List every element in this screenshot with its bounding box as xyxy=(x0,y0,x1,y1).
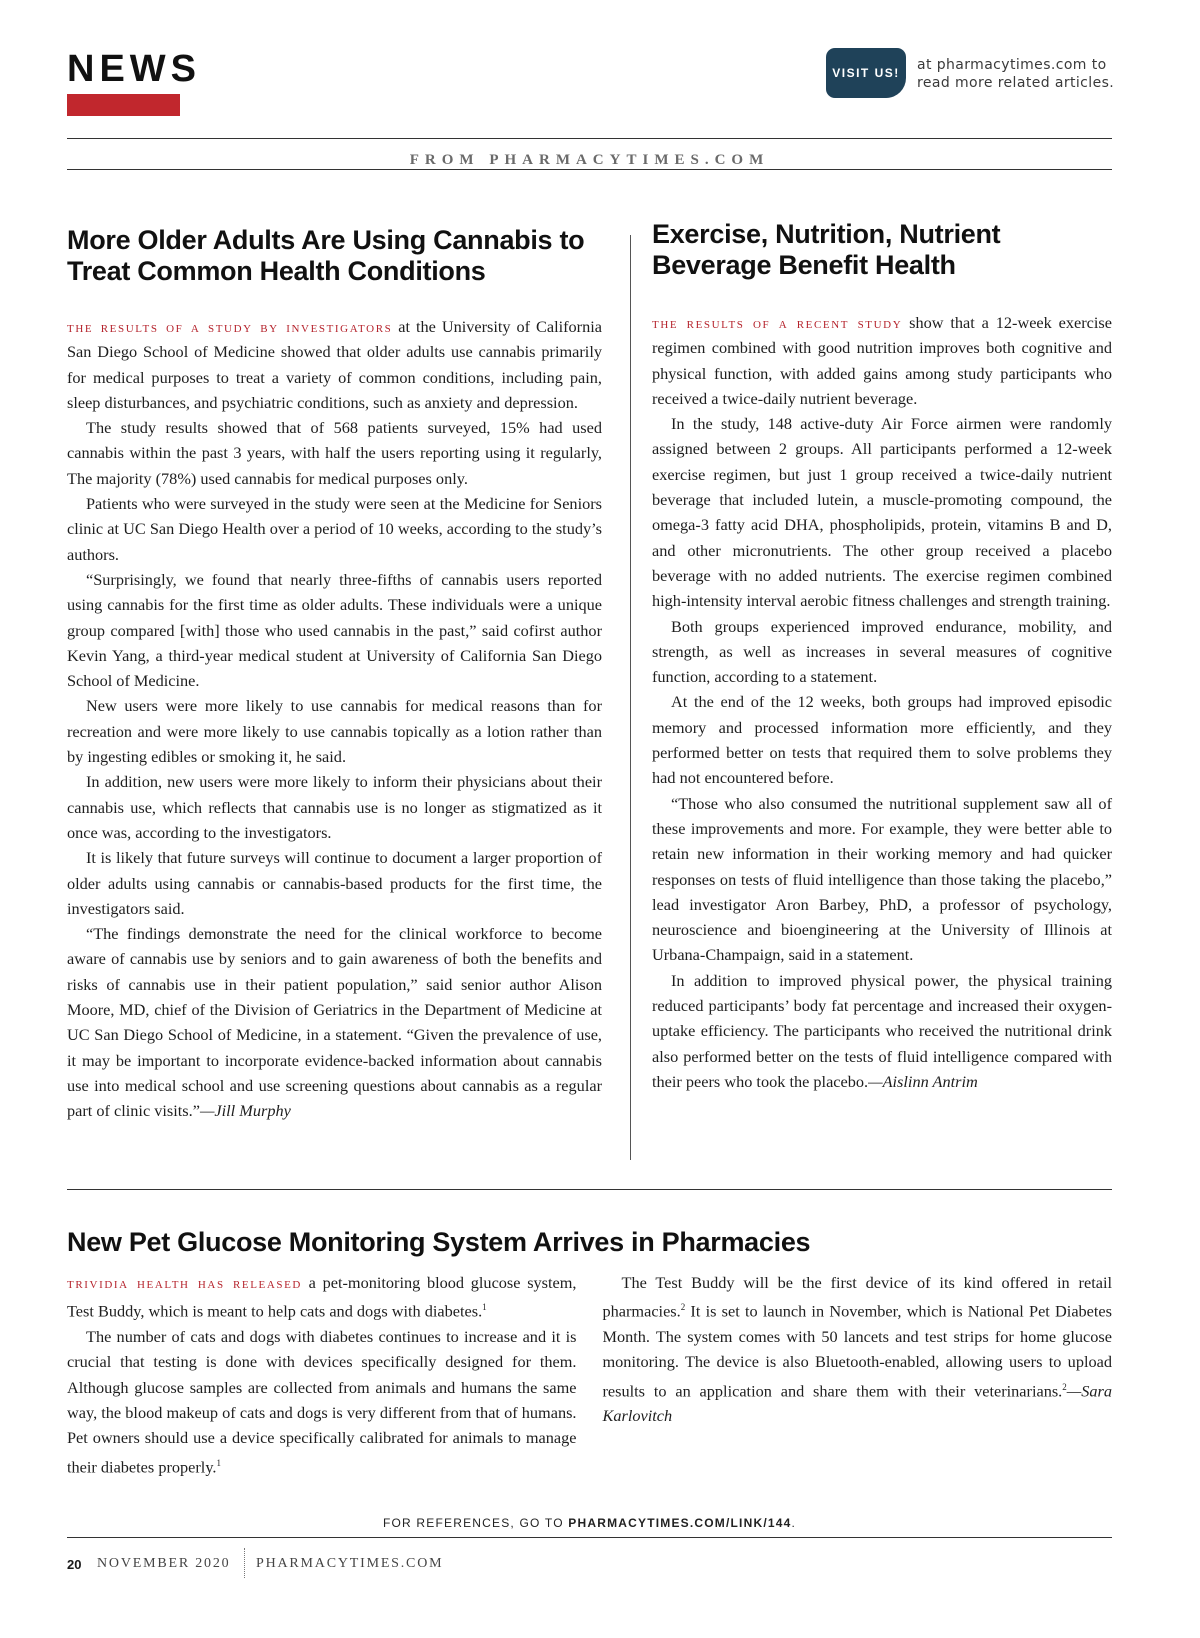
source-rule xyxy=(67,169,1112,170)
visit-line-2: read more related articles. xyxy=(917,75,1115,91)
reference-mark: 1 xyxy=(216,1457,221,1468)
section-rule xyxy=(67,1189,1112,1190)
article-headline: New Pet Glucose Monitoring System Arrives in Pharmacies xyxy=(67,1227,811,1257)
byline: —Sara Karlovitch xyxy=(602,1381,1112,1426)
paragraph: In the study, 148 active-duty Air Force airmen were randomly assigned between 2 groups. All participants performed a 12-week exercise regimen, but just 1 group received a twice-daily nutrient beverage that included lutein, a muscle-promoting compound, the omega-3 fatty acid DHA, phospholipids, protein, vitamins B and D, and other micronutrients. The other group received a placebo beverage with no added nutrients. The exercise regimen combined high-intensity interval aerobic fitness challenges and strength training. xyxy=(652,414,1112,611)
paragraph: It is set to launch in November, which is National Pet Diabetes Month. The system comes with 50 lancets and test strips for home glucose monitoring. The device is also Bluetooth-enabled, allowing users to upload results to an application and share them with their veterinarians. xyxy=(602,1301,1112,1401)
paragraph: “The findings demonstrate the need for the clinical workforce to become aware of cannabis use by seniors and to gain awareness of both the benefits and risks of cannabis use in their patient population,” said senior author Alison Moore, MD, chief of the Division of Geriatrics in the Department of Medicine at UC San Diego School of Medicine, in a statement. “Given the prevalence of use, it may be important to incorporate evidence-backed information about cannabis use into medical school and use screening questions about cannabis as a regular part of clinic visits.” xyxy=(67,924,602,1121)
lead-in: the results of a study by investigators xyxy=(67,317,393,336)
references-note xyxy=(67,1516,1112,1530)
paragraph: a pet-monitoring blood glucose system, Test Buddy, which is meant to help cats and dogs with diabetes. xyxy=(67,1273,577,1321)
top-rule xyxy=(67,138,1112,139)
paragraph: The study results showed that of 568 patients surveyed, 15% had used cannabis within the past 3 years, with half the users reporting using it regularly, The majority (78%) used cannabis for medical purposes only. xyxy=(67,418,602,488)
folio-separator xyxy=(244,1548,245,1578)
paragraph: At the end of the 12 weeks, both groups had improved episodic memory and processed information more efficiently, and they performed better on tests that required them to solve problems they had not encountered before. xyxy=(652,692,1112,788)
article-cannabis xyxy=(67,225,602,1124)
paragraph: In addition, new users were more likely to inform their physicians about their cannabis use, which reflects that cannabis use is no longer as stigmatized as it once was, according to the investigators. xyxy=(67,772,602,842)
paragraph: “Those who also consumed the nutritional supplement saw all of these improvements and more. For example, they were better able to retain new information in their working memory and had quicker responses on tests of fluid intelligence than those taking the placebo,” lead investigator Aron Barbey, PhD, a professor of psychology, neuroscience and bioengineering at the University of Illinois at Urbana-Champaign, said in a statement. xyxy=(652,793,1112,965)
lead-in: the results of a recent study xyxy=(652,313,903,332)
visit-us-text xyxy=(917,56,1137,92)
footer-rule xyxy=(67,1537,1112,1538)
source-line: FROM PHARMACYTIMES.COM xyxy=(409,152,770,168)
article-headline: More Older Adults Are Using Cannabis to Treat Common Health Conditions xyxy=(67,225,585,286)
article-pet-glucose xyxy=(67,1227,1112,1500)
lead-in: trividia health has released xyxy=(67,1273,302,1292)
paragraph: Both groups experienced improved endurance, mobility, and strength, as well as increases in several measures of cognitive function, according to a statement. xyxy=(652,616,1112,687)
byline: —Aislinn Antrim xyxy=(868,1071,978,1091)
paragraph: Patients who were surveyed in the study were seen at the Medicine for Seniors clinic at UC San Diego Health over a period of 10 weeks, according to the study’s authors. xyxy=(67,494,602,564)
paragraph: show that a 12-week exercise regimen combined with good nutrition improves both cognitive and physical function, with added gains among study participants who received a twice-daily nutrient beverage. xyxy=(652,313,1112,408)
byline: —Jill Murphy xyxy=(199,1101,291,1121)
reference-mark: 2 xyxy=(1062,1381,1067,1392)
paragraph: New users were more likely to use cannabis for medical reasons than for recreation and were more likely to use cannabis topically as a lotion rather than by ingesting edibles or smoking it, he said. xyxy=(67,696,602,767)
issue-date: NOVEMBER 2020 xyxy=(97,1556,231,1571)
paragraph: “Surprisingly, we found that nearly three-fifths of cannabis users reported using cannabis for the first time as older adults. These individuals were a unique group compared [with] those who used cannabis in the past,” said cofirst author Kevin Yang, a third-year medical student at University of California San Diego School of Medicine. xyxy=(67,569,602,691)
paragraph: at the University of California San Diego School of Medicine showed that older adults use cannabis primarily for medical purposes to treat a variety of common conditions, including pain, sleep disturbances, and psychiatric conditions, such as anxiety and depression. xyxy=(67,317,602,412)
section-accent-bar xyxy=(67,94,180,116)
article-headline: Exercise, Nutrition, Nutrient Beverage Benefit Health xyxy=(652,219,1001,280)
article-body xyxy=(67,1270,1112,1500)
visit-line-1: at pharmacytimes.com to xyxy=(917,57,1107,73)
paragraph: In addition to improved physical power, the physical training reduced participants’ body fat percentage and increased their oxygen-uptake efficiency. The participants who received the nutritional drink also performed better on the tests of fluid intelligence compared with their peers who took the placebo. xyxy=(652,970,1112,1091)
reference-mark: 2 xyxy=(680,1302,686,1313)
section-title: NEWS xyxy=(67,48,201,90)
references-link[interactable]: PHARMACYTIMES.COM/LINK/144 xyxy=(568,1516,792,1530)
article-body xyxy=(67,314,602,1124)
references-suffix: . xyxy=(791,1516,797,1530)
references-prefix: FOR REFERENCES, GO TO xyxy=(382,1516,569,1530)
article-exercise xyxy=(652,219,1112,1094)
reference-mark: 1 xyxy=(482,1302,487,1313)
footer-site[interactable]: PHARMACYTIMES.COM xyxy=(256,1556,444,1571)
column-divider xyxy=(630,235,631,1160)
visit-us-badge[interactable]: VISIT US! xyxy=(826,48,906,98)
article-body xyxy=(652,310,1112,1094)
paragraph: The number of cats and dogs with diabetes continues to increase and it is crucial that testing is done with devices specifically designed for them. Although glucose samples are collected from animals and humans the same way, the blood makeup of cats and dogs is very different from that of humans. Pet owners should use a device specifically calibrated for animals to manage their diabetes properly. xyxy=(67,1327,577,1476)
paragraph: It is likely that future surveys will continue to document a larger proportion of older adults using cannabis or cannabis-based products for the first time, the investigators said. xyxy=(67,848,602,918)
page-number: 20 xyxy=(67,1557,82,1572)
paragraph: The Test Buddy will be the first device of its kind offered in retail pharmacies. xyxy=(602,1273,1112,1321)
